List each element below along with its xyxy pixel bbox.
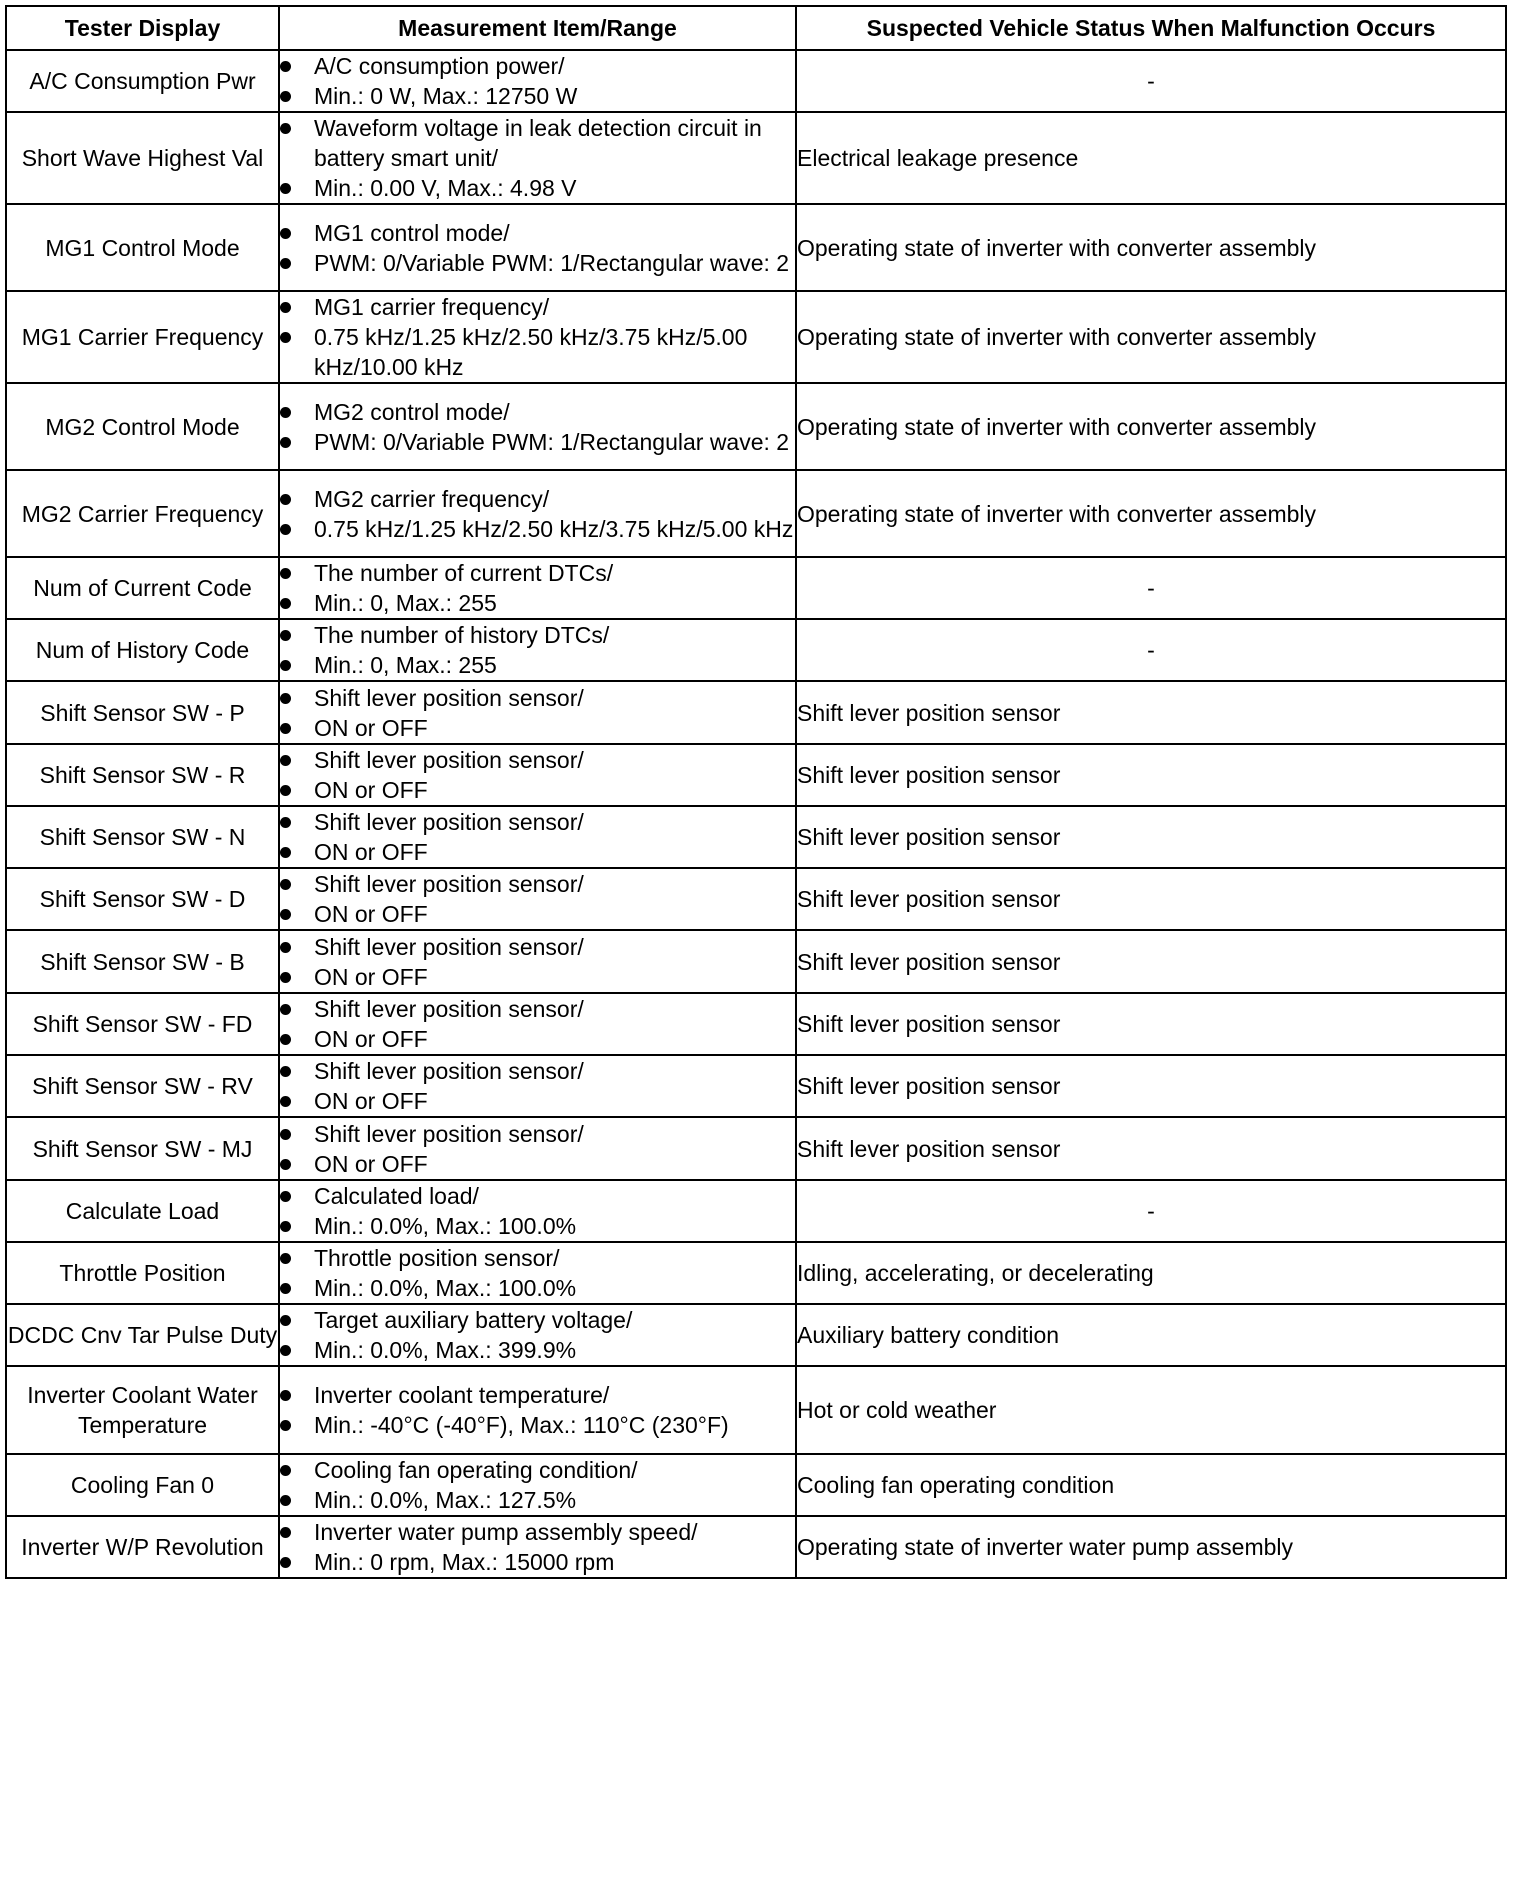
measurement-range-text: ON or OFF [314,1026,428,1052]
measurement-item [280,745,795,775]
table-row [6,1117,1506,1180]
measurement-item-text: The number of history DTCs/ [314,622,610,648]
table-row [6,470,1506,557]
table-row [6,619,1506,681]
measurement-item [280,1517,795,1547]
suspected-status-cell: - [796,557,1506,619]
table-row [6,1454,1506,1516]
data-list-table [5,5,1507,1579]
tester-display-cell: Num of Current Code [6,557,279,619]
suspected-status-cell: Hot or cold weather [796,1366,1506,1454]
bullet-icon [280,879,291,890]
measurement-cell [279,619,796,681]
bullet-icon [280,1191,291,1202]
measurement-list [280,1119,795,1179]
measurement-list [280,1181,795,1241]
bullet-icon [280,228,291,239]
measurement-list [280,1243,795,1303]
measurement-item-text: A/C consumption power/ [314,53,565,79]
tester-display-cell: A/C Consumption Pwr [6,50,279,112]
measurement-range-text: ON or OFF [314,1088,428,1114]
table-row [6,806,1506,868]
suspected-status-cell: Shift lever position sensor [796,1055,1506,1117]
measurement-item-text: Calculated load/ [314,1183,479,1209]
measurement-range-text: 0.75 kHz/1.25 kHz/2.50 kHz/3.75 kHz/5.00 kHz [314,515,794,542]
measurement-item-text: The number of current DTCs/ [314,560,614,586]
tester-display-cell: Short Wave Highest Val [6,112,279,204]
measurement-cell [279,806,796,868]
table-header-row [6,6,1506,50]
tester-display-cell: Shift Sensor SW - D [6,868,279,930]
bullet-icon [280,723,291,734]
table-row [6,204,1506,291]
measurement-range-text: Min.: 0.0%, Max.: 127.5% [314,1487,577,1513]
measurement-range-text: ON or OFF [314,901,428,927]
measurement-range [280,650,795,680]
measurement-list [280,1517,795,1577]
bullet-icon [280,942,291,953]
tester-display-cell: Shift Sensor SW - RV [6,1055,279,1117]
measurement-item-text: Shift lever position sensor/ [314,684,584,711]
measurement-item-text: Shift lever position sensor/ [314,809,584,835]
table-row [6,383,1506,470]
bullet-icon [280,183,291,194]
table-row [6,291,1506,383]
measurement-range [280,899,795,929]
measurement-item [280,1056,795,1086]
measurement-item [280,113,795,173]
measurement-list [280,292,795,382]
measurement-range [280,173,795,203]
bullet-icon [280,693,291,704]
measurement-cell [279,1117,796,1180]
measurement-range-text: PWM: 0/Variable PWM: 1/Rectangular wave: 2 [314,428,790,455]
measurement-range [280,1273,795,1303]
bullet-icon [280,909,291,920]
bullet-icon [280,1283,291,1294]
measurement-item [280,994,795,1024]
measurement-range [280,81,795,111]
suspected-status-cell: Shift lever position sensor [796,868,1506,930]
measurement-list [280,51,795,111]
measurement-item [280,484,795,514]
bullet-icon [280,972,291,983]
measurement-range-text: Min.: -40°C (-40°F), Max.: 110°C (230°F) [314,1412,729,1438]
suspected-status-cell: Shift lever position sensor [796,806,1506,868]
suspected-status-cell: Shift lever position sensor [796,681,1506,744]
measurement-item [280,1305,795,1335]
bullet-icon [280,1420,291,1431]
measurement-cell [279,1304,796,1366]
measurement-item [280,292,795,322]
table-row [6,744,1506,806]
tester-display-cell: MG2 Carrier Frequency [6,470,279,557]
measurement-range-text: Min.: 0.0%, Max.: 399.9% [314,1337,577,1363]
measurement-cell [279,1454,796,1516]
measurement-range [280,1211,795,1241]
tester-display-cell: Shift Sensor SW - B [6,930,279,993]
measurement-cell [279,993,796,1055]
measurement-range [280,775,795,805]
tester-display-cell: Cooling Fan 0 [6,1454,279,1516]
measurement-range-text: ON or OFF [314,714,428,741]
suspected-status-cell: Idling, accelerating, or decelerating [796,1242,1506,1304]
measurement-range-text: Min.: 0.00 V, Max.: 4.98 V [314,175,577,201]
suspected-status-cell: Electrical leakage presence [796,112,1506,204]
table-row [6,112,1506,204]
bullet-icon [280,1221,291,1232]
measurement-item-text: Target auxiliary battery voltage/ [314,1307,633,1333]
measurement-range-text: Min.: 0, Max.: 255 [314,652,497,678]
measurement-item-text: MG2 control mode/ [314,398,510,425]
header-tester-display: Tester Display [6,6,279,50]
suspected-status-cell: Operating state of inverter with converter assembly [796,383,1506,470]
measurement-item-text: Shift lever position sensor/ [314,1058,584,1084]
bullet-icon [280,817,291,828]
measurement-range-text: Min.: 0 W, Max.: 12750 W [314,83,578,109]
suspected-status-cell: - [796,1180,1506,1242]
measurement-item [280,558,795,588]
bullet-icon [280,1129,291,1140]
measurement-item-text: Shift lever position sensor/ [314,871,584,897]
bullet-icon [280,91,291,102]
tester-display-cell: Inverter W/P Revolution [6,1516,279,1578]
measurement-item-text: Shift lever position sensor/ [314,996,584,1022]
measurement-cell [279,204,796,291]
bullet-icon [280,123,291,134]
measurement-list [280,1056,795,1116]
table-row [6,1366,1506,1454]
measurement-list [280,558,795,618]
tester-display-cell: MG1 Carrier Frequency [6,291,279,383]
bullet-icon [280,1345,291,1356]
measurement-range [280,1410,795,1440]
measurement-cell [279,1366,796,1454]
bullet-icon [280,847,291,858]
table-row [6,1242,1506,1304]
measurement-item-text: Inverter water pump assembly speed/ [314,1519,698,1545]
table-row [6,557,1506,619]
suspected-status-cell: Operating state of inverter with converter assembly [796,204,1506,291]
bullet-icon [280,598,291,609]
bullet-icon [280,785,291,796]
bullet-icon [280,1465,291,1476]
measurement-range-text: Min.: 0, Max.: 255 [314,590,497,616]
measurement-item [280,1455,795,1485]
measurement-range [280,713,795,743]
bullet-icon [280,302,291,313]
measurement-list [280,113,795,203]
measurement-cell [279,930,796,993]
table-row [6,993,1506,1055]
measurement-range [280,1547,795,1577]
bullet-icon [280,1096,291,1107]
table-row [6,1516,1506,1578]
suspected-status-cell: - [796,619,1506,681]
table-row [6,1304,1506,1366]
tester-display-cell: Throttle Position [6,1242,279,1304]
bullet-icon [280,1557,291,1568]
suspected-status-cell: - [796,50,1506,112]
measurement-item-text: MG2 carrier frequency/ [314,485,550,512]
measurement-cell [279,470,796,557]
suspected-status-cell: Shift lever position sensor [796,930,1506,993]
header-suspected-status: Suspected Vehicle Status When Malfunction Occurs [796,6,1506,50]
bullet-icon [280,1315,291,1326]
bullet-icon [280,1066,291,1077]
measurement-item [280,397,795,427]
header-measurement-item: Measurement Item/Range [279,6,796,50]
suspected-status-cell: Shift lever position sensor [796,1117,1506,1180]
bullet-icon [280,1253,291,1264]
measurement-range [280,1485,795,1515]
measurement-list [280,397,795,457]
measurement-item [280,1380,795,1410]
suspected-status-cell: Shift lever position sensor [796,993,1506,1055]
tester-display-cell: Shift Sensor SW - N [6,806,279,868]
table-row [6,868,1506,930]
measurement-range-text: PWM: 0/Variable PWM: 1/Rectangular wave: 2 [314,249,790,276]
measurement-cell [279,1242,796,1304]
bullet-icon [280,494,291,505]
tester-display-cell: DCDC Cnv Tar Pulse Duty [6,1304,279,1366]
measurement-item-text: Cooling fan operating condition/ [314,1457,638,1483]
measurement-range-text: ON or OFF [314,1150,428,1177]
measurement-range [280,1086,795,1116]
measurement-range [280,837,795,867]
measurement-cell [279,50,796,112]
suspected-status-cell: Auxiliary battery condition [796,1304,1506,1366]
measurement-item [280,1181,795,1211]
measurement-item [280,218,795,248]
measurement-item-text: Waveform voltage in leak detection circuit in battery smart unit/ [314,115,762,171]
bullet-icon [280,1159,291,1170]
suspected-status-cell: Operating state of inverter with converter assembly [796,291,1506,383]
measurement-item [280,932,795,962]
measurement-cell [279,744,796,806]
measurement-list [280,1455,795,1515]
bullet-icon [280,258,291,269]
suspected-status-cell: Cooling fan operating condition [796,1454,1506,1516]
measurement-item-text: Shift lever position sensor/ [314,1120,584,1147]
suspected-status-cell: Operating state of inverter with converter assembly [796,470,1506,557]
measurement-range [280,1335,795,1365]
bullet-icon [280,630,291,641]
measurement-cell [279,1180,796,1242]
measurement-item [280,683,795,713]
bullet-icon [280,1390,291,1401]
tester-display-cell: Inverter Coolant Water Temperature [6,1366,279,1454]
tester-display-cell: Shift Sensor SW - FD [6,993,279,1055]
bullet-icon [280,755,291,766]
measurement-list [280,218,795,278]
measurement-item-text: Shift lever position sensor/ [314,747,584,773]
table-body [6,50,1506,1578]
table-row [6,930,1506,993]
measurement-item [280,807,795,837]
tester-display-cell: Num of History Code [6,619,279,681]
measurement-range [280,962,795,992]
measurement-item [280,869,795,899]
bullet-icon [280,1034,291,1045]
tester-display-cell: MG2 Control Mode [6,383,279,470]
measurement-item-text: Shift lever position sensor/ [314,933,584,960]
bullet-icon [280,1495,291,1506]
measurement-range [280,427,795,457]
measurement-list [280,807,795,867]
bullet-icon [280,1527,291,1538]
measurement-list [280,869,795,929]
measurement-cell [279,557,796,619]
tester-display-cell: Calculate Load [6,1180,279,1242]
measurement-list [280,620,795,680]
table-row [6,50,1506,112]
tester-display-cell: Shift Sensor SW - P [6,681,279,744]
tester-display-cell: Shift Sensor SW - R [6,744,279,806]
measurement-list [280,1380,795,1440]
table-row [6,1055,1506,1117]
table-row [6,681,1506,744]
bullet-icon [280,61,291,72]
measurement-item-text: MG1 control mode/ [314,219,510,246]
measurement-range [280,588,795,618]
suspected-status-cell: Shift lever position sensor [796,744,1506,806]
measurement-range [280,1149,795,1179]
measurement-list [280,932,795,992]
bullet-icon [280,437,291,448]
measurement-range [280,322,795,382]
measurement-range [280,248,795,278]
measurement-cell [279,868,796,930]
measurement-cell [279,383,796,470]
measurement-cell [279,1516,796,1578]
measurement-range-text: ON or OFF [314,777,428,803]
measurement-cell [279,291,796,383]
tester-display-cell: Shift Sensor SW - MJ [6,1117,279,1180]
measurement-cell [279,1055,796,1117]
measurement-range-text: Min.: 0.0%, Max.: 100.0% [314,1213,577,1239]
bullet-icon [280,568,291,579]
measurement-item-text: Inverter coolant temperature/ [314,1382,610,1408]
measurement-item [280,1119,795,1149]
measurement-range-text: Min.: 0.0%, Max.: 100.0% [314,1275,577,1301]
bullet-icon [280,524,291,535]
measurement-item [280,1243,795,1273]
measurement-range-text: ON or OFF [314,963,428,990]
measurement-range [280,1024,795,1054]
measurement-cell [279,681,796,744]
table-row [6,1180,1506,1242]
measurement-list [280,1305,795,1365]
tester-display-cell: MG1 Control Mode [6,204,279,291]
measurement-list [280,683,795,743]
measurement-item-text: MG1 carrier frequency/ [314,294,550,320]
measurement-cell [279,112,796,204]
measurement-range [280,514,795,544]
measurement-item [280,620,795,650]
measurement-list [280,484,795,544]
measurement-range-text: 0.75 kHz/1.25 kHz/2.50 kHz/3.75 kHz/5.00 kHz/10.00 kHz [314,324,748,380]
measurement-range-text: Min.: 0 rpm, Max.: 15000 rpm [314,1549,615,1575]
measurement-item-text: Throttle position sensor/ [314,1245,560,1271]
measurement-range-text: ON or OFF [314,839,428,865]
bullet-icon [280,332,291,343]
measurement-list [280,994,795,1054]
bullet-icon [280,1004,291,1015]
bullet-icon [280,407,291,418]
measurement-item [280,51,795,81]
measurement-list [280,745,795,805]
bullet-icon [280,660,291,671]
suspected-status-cell: Operating state of inverter water pump assembly [796,1516,1506,1578]
